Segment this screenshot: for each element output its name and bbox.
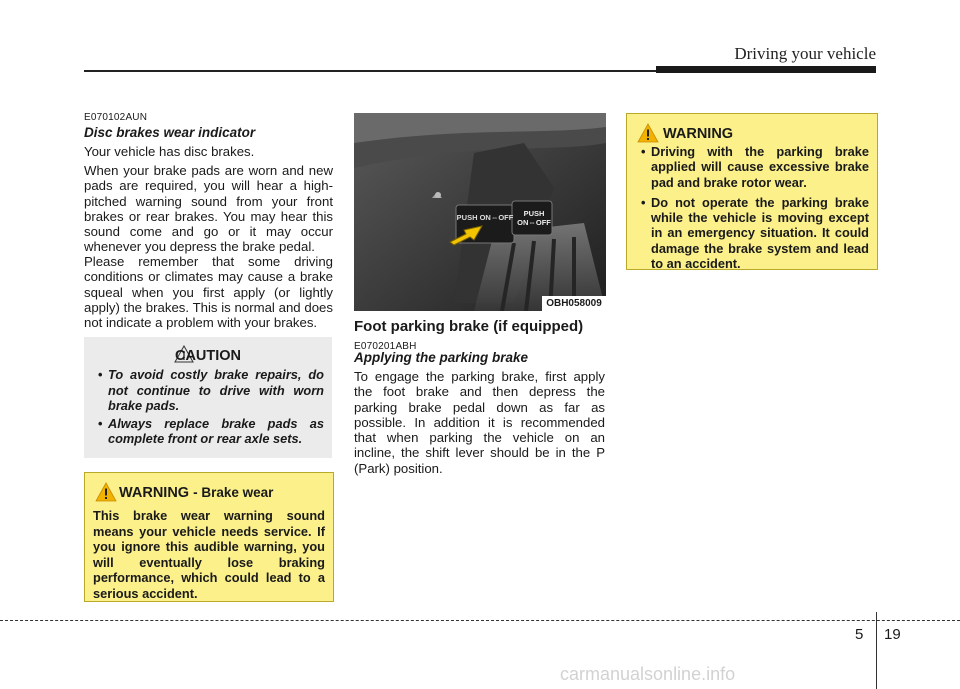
- warning-subtitle-text: - Brake wear: [193, 485, 274, 500]
- disc-brakes-paragraph-1: When your brake pads are worn and new pads are required, you will hear a high-pitched warning sound from your front brakes or rear brakes. You may hear this sound come and go or it may occur whenever you depress the brake pedal.: [84, 163, 333, 255]
- parking-brake-illustration: [354, 113, 606, 311]
- watermark: carmanualsonline.info: [560, 664, 736, 684]
- disc-brakes-subheading: Disc brakes wear indicator: [84, 125, 256, 140]
- warning-icon: [637, 123, 659, 143]
- disc-brakes-paragraph-2: Please remember that some driving conditions or climates may cause a brake squeal when you first apply (or lightly apply) the brakes. This is normal and does not indicate a problem with your brakes.: [84, 254, 333, 331]
- warning-icon: [95, 482, 117, 502]
- pedal-label-left: PUSH ON⇔OFF: [456, 213, 514, 222]
- parking-brake-warning-title: WARNING: [663, 126, 734, 142]
- section-code: E070102AUN: [84, 112, 148, 123]
- page-header-title: Driving your vehicle: [734, 44, 876, 63]
- caution-item: • To avoid costly brake repairs, do not continue to drive with worn brake pads.: [92, 367, 324, 414]
- applying-parking-brake-paragraph: To engage the parking brake, first apply the foot brake and then depress the parking brake pedal down as far as possible. In addition it is recommended that when parking the vehicle on an incline, the shift lever should be in the P (Park) position.: [354, 369, 605, 476]
- parking-brake-warning-box: [626, 113, 878, 270]
- pedal-label-right: PUSH ON⇔OFF: [517, 209, 551, 227]
- chapter-number: 5: [855, 626, 864, 643]
- brake-wear-warning-box: [84, 472, 334, 602]
- section-code: E070201ABH: [354, 341, 417, 352]
- warning-title-text: WARNING: [119, 485, 190, 501]
- page-number-divider: [876, 612, 877, 689]
- footer-rule: [0, 620, 960, 621]
- header-bar: [656, 66, 876, 73]
- press-arrow-icon: [448, 222, 484, 246]
- figure-label: OBH058009: [542, 296, 606, 311]
- parking-brake-warning-list: [635, 144, 869, 276]
- caution-box: [84, 337, 332, 458]
- applying-parking-brake-subheading: Applying the parking brake: [354, 350, 529, 365]
- warning-item: • Driving with the parking brake applied will cause excessive brake pad and brake rotor wear.: [635, 144, 869, 190]
- page-number: 19: [884, 626, 901, 643]
- foot-parking-brake-heading: Foot parking brake (if equipped): [354, 318, 584, 335]
- brake-wear-warning-title: [119, 485, 273, 501]
- disc-brakes-intro: Your vehicle has disc brakes.: [84, 144, 255, 159]
- brake-wear-warning-body: This brake wear warning sound means your vehicle needs service. If you ignore this audible warning, you will eventually lose braking performance, which could lead to a serious accident.: [93, 508, 325, 601]
- parking-brake-photo: [354, 113, 606, 311]
- warning-item: • Do not operate the parking brake while the vehicle is moving except in an emergency situation. It could damage the brake system and lead to an accident.: [635, 195, 869, 271]
- header-rule: [84, 70, 656, 72]
- caution-item: • Always replace brake pads as complete front or rear axle sets.: [92, 416, 324, 447]
- caution-list: [92, 367, 324, 449]
- caution-title: CAUTION: [174, 348, 242, 364]
